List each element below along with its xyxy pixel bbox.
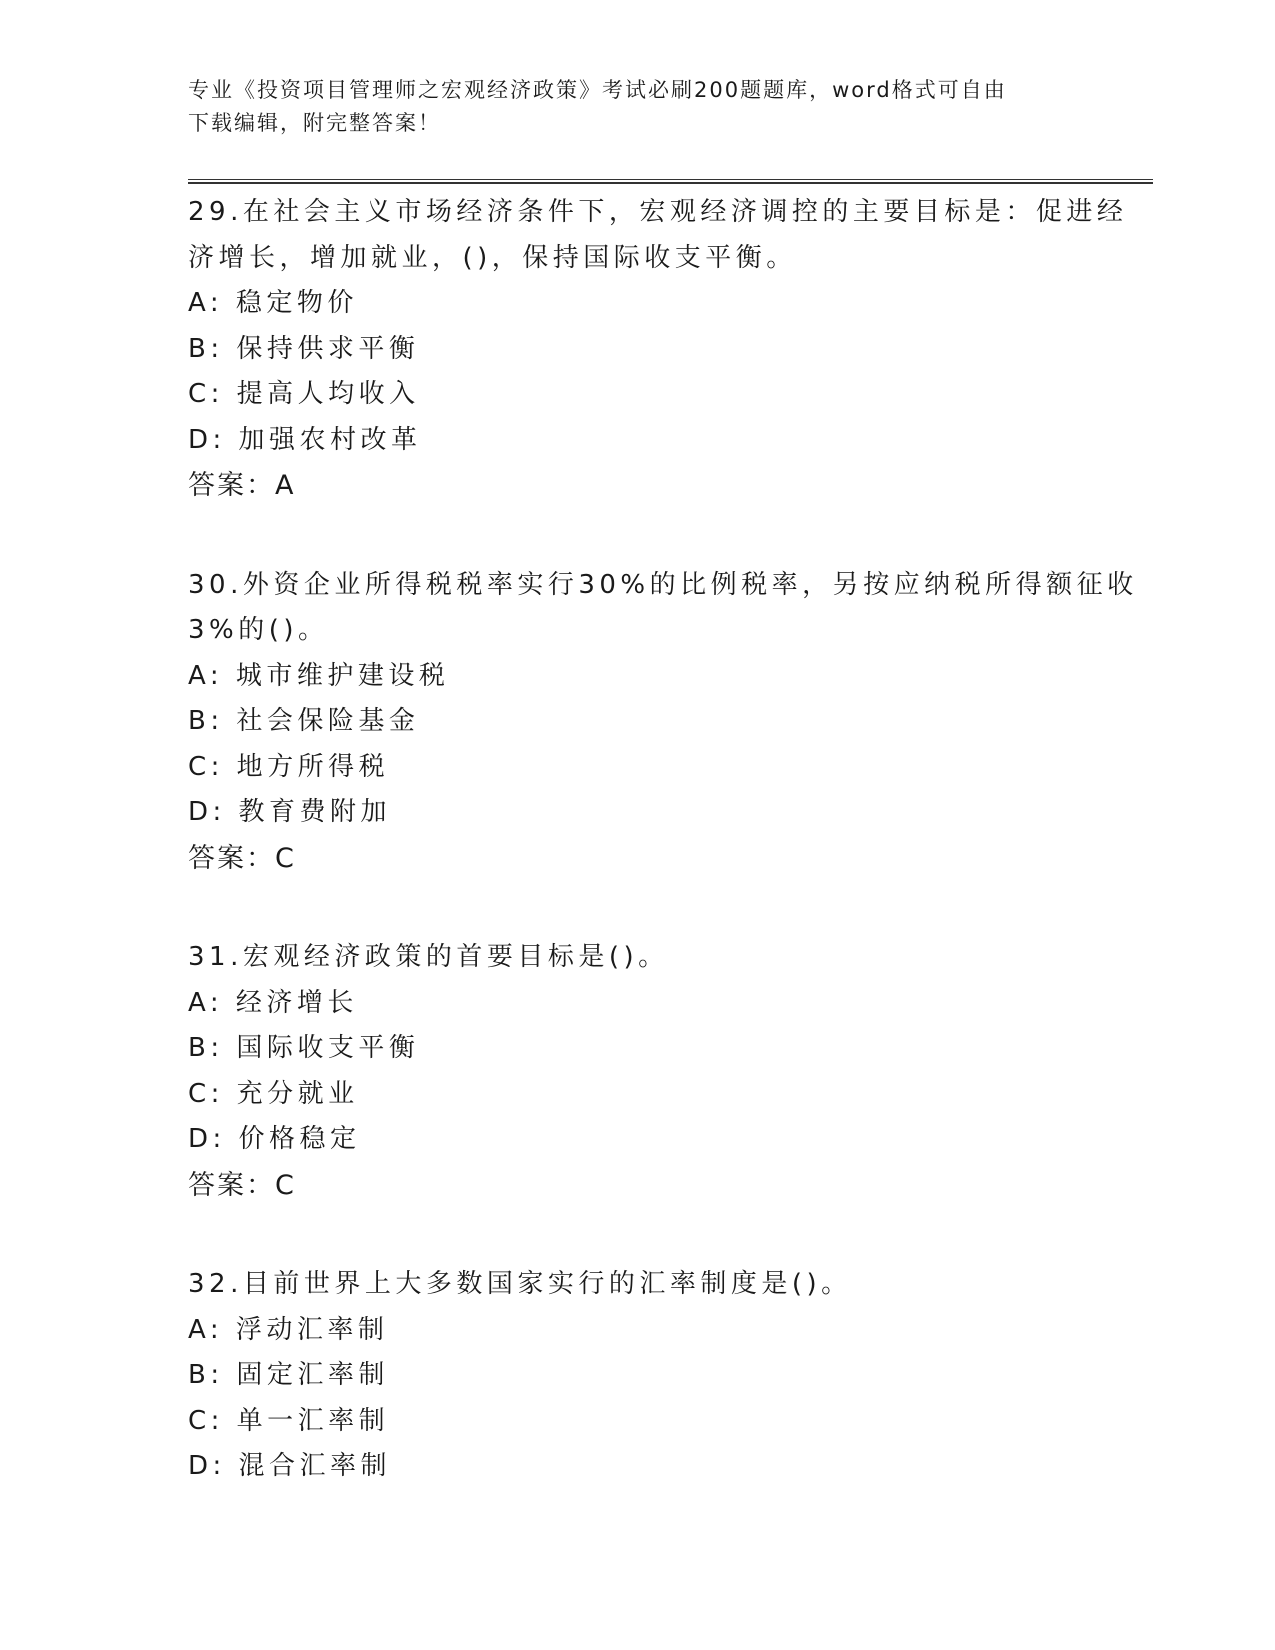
option-d: D: 混合汇率制 xyxy=(188,1451,392,1481)
answer-text: 答案：C xyxy=(188,842,296,874)
stem-line: 30.外资企业所得税税率实行30%的比例税率，另按应纳税所得额征收 xyxy=(188,569,1138,600)
document-header xyxy=(188,74,1088,140)
question-32 xyxy=(188,1262,1088,1490)
question-stem xyxy=(188,563,1138,654)
header-line-1: 专业《投资项目管理师之宏观经济政策》考试必刷200题题库，word格式可自由 xyxy=(188,78,1007,102)
question-stem xyxy=(188,190,1128,281)
stem-line: 济增长，增加就业，()，保持国际收支平衡。 xyxy=(188,242,797,273)
stem-line: 29.在社会主义市场经济条件下，宏观经济调控的主要目标是：促进经 xyxy=(188,197,1128,227)
question-stem xyxy=(188,935,1088,981)
option-d: D: 教育费附加 xyxy=(188,797,392,827)
option-b: B: 保持供求平衡 xyxy=(188,333,420,364)
option-d: D: 加强农村改革 xyxy=(188,424,422,455)
question-stem xyxy=(188,1262,1088,1308)
option-a: A: 稳定物价 xyxy=(188,288,358,318)
question-29 xyxy=(188,190,1128,509)
stem-line: 3%的()。 xyxy=(188,615,329,645)
header-divider xyxy=(188,179,1153,184)
question-30 xyxy=(188,563,1138,882)
answer-text: 答案：A xyxy=(188,470,296,501)
question-31 xyxy=(188,935,1088,1208)
option-c: C: 单一汇率制 xyxy=(188,1405,390,1436)
option-a: A: 城市维护建设税 xyxy=(188,660,450,691)
answer-text: 答案：C xyxy=(188,1169,296,1201)
option-c: C: 提高人均收入 xyxy=(188,379,420,409)
stem-line: 31.宏观经济政策的首要目标是()。 xyxy=(188,942,669,972)
option-b: B: 固定汇率制 xyxy=(188,1360,389,1390)
option-a: A: 浮动汇率制 xyxy=(188,1314,389,1345)
option-a: A: 经济增长 xyxy=(188,987,358,1018)
option-d: D: 价格稳定 xyxy=(188,1124,361,1154)
option-b: B: 社会保险基金 xyxy=(188,706,420,736)
option-c: C: 地方所得税 xyxy=(188,751,390,782)
option-b: B: 国际收支平衡 xyxy=(188,1033,420,1063)
option-c: C: 充分就业 xyxy=(188,1078,359,1109)
header-line-2: 下载编辑，附完整答案！ xyxy=(188,111,441,135)
question-list xyxy=(188,190,1138,1544)
stem-line: 32.目前世界上大多数国家实行的汇率制度是()。 xyxy=(188,1269,852,1299)
